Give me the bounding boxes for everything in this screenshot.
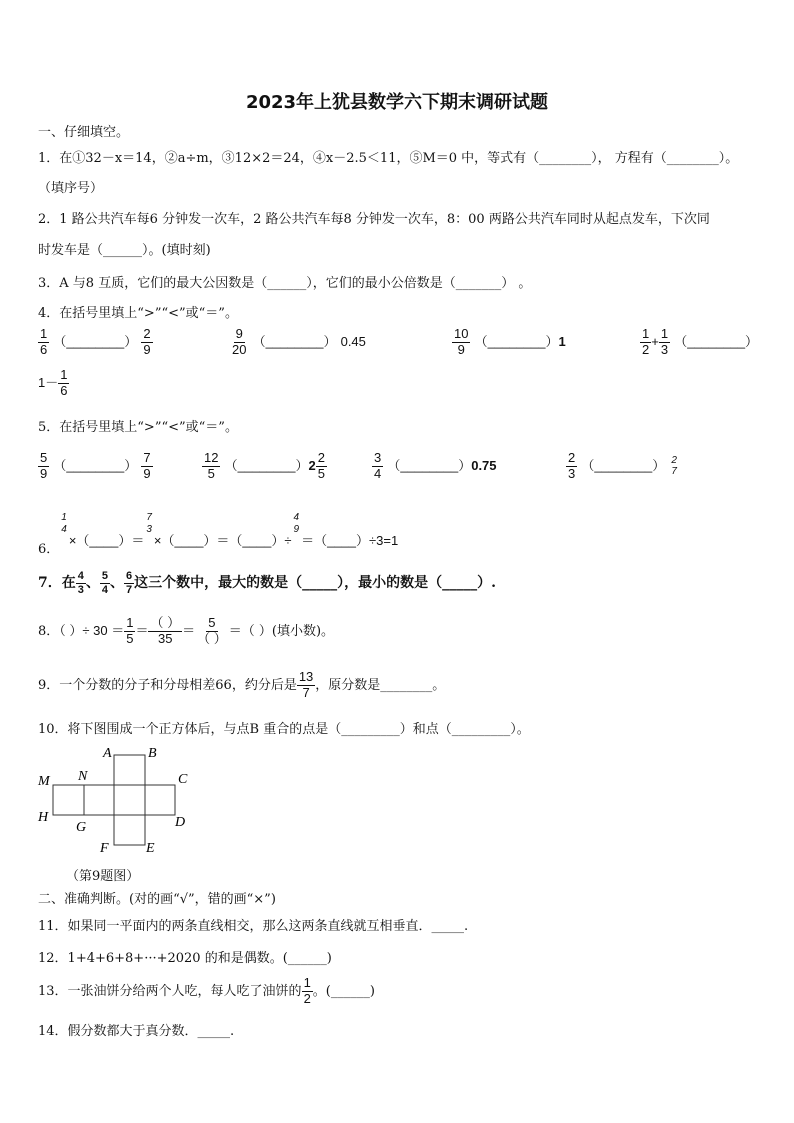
question-text: ，原分数是________。	[315, 677, 446, 693]
label-a: A	[103, 746, 112, 761]
fraction: $\frac{1}{3}$	[660, 326, 669, 357]
expression: ×（____）＝（____）÷	[153, 533, 292, 548]
answer-blank[interactable]: （________）	[674, 333, 759, 349]
question-9	[38, 670, 445, 701]
q4-item-1	[38, 327, 153, 358]
expression: ×（____）＝	[68, 533, 145, 548]
question-8: 8．（ ）÷ 30 ＝ $\frac{1}{5}$ ＝ $\frac{( )}{35}$ ＝ $\frac{5}{( )}$ ＝（ ）(填小数)。	[38, 615, 335, 646]
question-number: 5．	[38, 420, 60, 435]
value: 0.45	[340, 333, 366, 349]
label-c: C	[178, 772, 188, 787]
fraction: $\frac{5}{9}$	[40, 450, 48, 481]
question-number: 14．	[38, 1024, 68, 1039]
question-text: 这三个数中，最大的数是（_____），最小的数是（_____）.	[134, 575, 496, 592]
fraction: $\frac{2}{9}$	[143, 326, 151, 357]
fraction: 4 9	[293, 512, 300, 535]
label-f: F	[100, 841, 109, 856]
fraction: $\frac{3}{4}$	[374, 450, 382, 481]
answer-blank[interactable]: （________）	[224, 457, 309, 473]
question-text: 一个分数的分子和分母相差66，约分后是	[59, 677, 297, 693]
question-number: 9．	[38, 677, 60, 693]
question-12	[38, 947, 332, 966]
section-2-heading: 二、准确判断。(对的画“√”，错的画“×”)	[38, 892, 276, 907]
q4-item-3	[452, 327, 566, 358]
value: 1	[558, 333, 566, 349]
fraction: $\frac{5}{4}$	[101, 570, 108, 596]
label-d: D	[175, 815, 186, 830]
q4-item-4-rhs	[38, 368, 69, 399]
question-number: 1．	[38, 151, 60, 166]
fraction: $\frac{1}{6}$	[60, 367, 68, 398]
question-2-line-2: 时发车是（______）。(填时刻)	[38, 243, 211, 258]
fraction: $\frac{10}{9}$	[454, 326, 469, 357]
figure-caption: （第9题图）	[66, 869, 140, 884]
q4-item-2	[230, 327, 366, 358]
question-text: 在括号里填上“>”“<”或“＝”。	[59, 306, 238, 321]
question-text: 在①32－x＝14，②a÷m，③12×2＝24，④x－2.5＜11，⑤M＝0 中，等式有（________）， 方程有（________）。	[59, 151, 739, 166]
question-2	[38, 208, 710, 227]
page-title: 2023年上犹县数学六下期末调研试题	[245, 92, 549, 113]
question-text: 1+4+6+8+···+2020 的和是偶数。(______)	[67, 951, 332, 966]
question-1	[38, 147, 738, 166]
question-3	[38, 272, 531, 291]
question-number: 10．	[38, 722, 68, 737]
q5-item-2	[202, 451, 327, 482]
cube-net-diagram	[30, 740, 210, 860]
question-1-note: （填序号）	[38, 181, 104, 196]
answer-blank[interactable]: （________）	[53, 457, 138, 473]
fraction: $\frac{1}{2}$	[303, 975, 311, 1006]
net-square-left	[53, 785, 84, 815]
fraction: 7 3	[146, 512, 152, 535]
net-square-right	[145, 785, 175, 815]
question-text: 在	[61, 575, 76, 592]
question-number: 12．	[38, 951, 68, 966]
question-4	[38, 302, 238, 321]
q5-item-1	[38, 451, 153, 482]
q4-item-4	[640, 327, 758, 358]
fraction: $\frac{4}{3}$	[77, 570, 84, 596]
label-e: E	[146, 841, 155, 856]
fraction: $\frac{13}{7}$	[298, 669, 314, 700]
question-text: 。(______)	[312, 983, 375, 999]
question-6	[38, 512, 399, 557]
answer-blank[interactable]: （________）	[474, 333, 559, 349]
fraction: $\frac{1}{5}$	[126, 615, 134, 646]
label-b: B	[148, 746, 157, 761]
question-number: 13．	[38, 983, 68, 999]
question-number: 11．	[38, 919, 68, 934]
label-h: H	[38, 810, 49, 825]
label-m: M	[38, 774, 50, 789]
fraction: $\frac{2}{5}$	[317, 450, 325, 481]
question-7: 7．在 $\frac{4}{3}$ 、 $\frac{5}{4}$ 、 $\frac{6}{7}$ 这三个数中，最大的数是（_____），最小的数是（_____）.	[38, 570, 496, 596]
question-number: 2．	[38, 212, 60, 227]
question-14	[38, 1020, 234, 1039]
question-text: ＝（ ）(填小数)。	[228, 623, 335, 639]
answer-blank[interactable]: （________）	[252, 333, 337, 349]
q5-item-4	[566, 451, 679, 482]
value: 0.75	[471, 457, 497, 473]
answer-blank[interactable]: （________）	[53, 333, 138, 349]
answer-blank[interactable]: （________）	[387, 457, 472, 473]
fraction: 1 4	[61, 512, 67, 535]
fraction: $\frac{7}{9}$	[143, 450, 151, 481]
expression: ＝（____）÷3=1	[301, 533, 399, 548]
mixed-whole: 2	[308, 457, 316, 473]
question-11	[38, 915, 468, 934]
q5-item-3	[372, 451, 497, 482]
question-text: 一张油饼分给两个人吃，每人吃了油饼的	[67, 983, 302, 999]
question-number: 7．	[38, 575, 62, 592]
fraction: $\frac{6}{7}$	[126, 570, 133, 596]
question-number: 3．	[38, 276, 60, 291]
fraction: $\frac{1}{6}$	[40, 326, 48, 357]
question-text: 将下图围成一个正方体后，与点B 重合的点是（_________）和点（_________）。	[67, 722, 530, 737]
answer-blank[interactable]: （________）	[581, 457, 666, 473]
fraction: $\frac{5}{( )}$	[197, 615, 227, 646]
question-text: A 与8 互质，它们的最大公因数是（______），它们的最小公倍数是（_______） 。	[59, 276, 532, 291]
question-text: 假分数都大于真分数．_____.	[67, 1024, 235, 1039]
fraction: $\frac{12}{5}$	[204, 450, 219, 481]
fraction: 2 7	[671, 454, 677, 478]
fraction: $\frac{2}{3}$	[568, 450, 576, 481]
question-10	[38, 718, 530, 737]
value: 1－	[38, 374, 59, 390]
question-text: 1 路公共汽车每6 分钟发一次车，2 路公共汽车每8 分钟发一次车，8：00 两路公共汽车同时从起点发车，下次同	[59, 212, 710, 227]
question-5	[38, 416, 238, 435]
section-1-heading: 一、仔细填空。	[38, 125, 130, 140]
question-number: 8．	[38, 623, 60, 639]
fraction: $\frac{9}{20}$	[232, 326, 247, 357]
fraction: $\frac{( )}{35}$	[150, 615, 181, 646]
net-vertical-strip	[114, 755, 145, 845]
question-number: 6．	[38, 542, 60, 557]
fraction: $\frac{1}{2}$	[642, 326, 650, 357]
label-g: G	[76, 820, 87, 835]
question-number: 4．	[38, 306, 60, 321]
question-text: 如果同一平面内的两条直线相交，那么这两条直线就互相垂直．_____.	[67, 919, 469, 934]
question-13	[38, 976, 375, 1007]
question-text: 在括号里填上“>”“<”或“＝”。	[59, 420, 238, 435]
label-n: N	[78, 769, 88, 784]
plus-sign: +	[651, 333, 659, 349]
